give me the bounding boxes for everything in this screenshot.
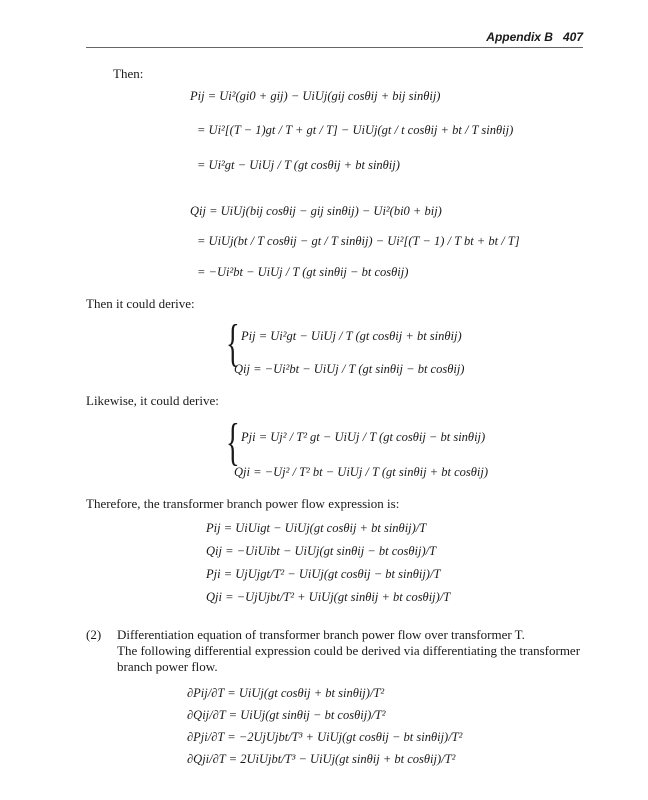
equation-q1: Qij = UiUj(bij cosθij − gij sinθij) − Ui²(bi0 + bij) — [190, 204, 442, 218]
equation-r3: ∂Pji/∂T = −2UjUjbt/T³ + UiUj(gt cosθij − bt sinθij)/T² — [187, 730, 463, 744]
paragraph-therefore: Therefore, the transformer branch power flow expression is: — [86, 496, 400, 511]
equation-r4: ∂Qji/∂T = 2UiUjbt/T³ − UiUj(gt sinθij + bt cosθij)/T² — [187, 752, 456, 766]
left-brace: { — [226, 414, 240, 471]
equation-r2: ∂Qij/∂T = UiUj(gt sinθij − bt cosθij)/T² — [187, 708, 386, 722]
equation-r1: ∂Pij/∂T = UiUj(gt cosθij + bt sinθij)/T² — [187, 686, 385, 700]
item-title: Differentiation equation of transformer branch power flow over transformer T. — [117, 627, 525, 642]
running-header — [86, 30, 583, 48]
page-number: 407 — [562, 30, 583, 44]
left-brace: { — [226, 315, 240, 372]
equation-p2: = Ui²[(T − 1)gt / T + gt / T] − UiUj(gt / t cosθij + bt / T sinθij) — [197, 123, 514, 137]
paragraph-derive-2: Likewise, it could derive: — [86, 393, 219, 408]
paragraph-derive-1: Then it could derive: — [86, 296, 195, 311]
equation-t3: Pji = UjUjgt/T² − UiUj(gt cosθij − bt sinθij)/T — [206, 567, 441, 581]
equation-derive-1a: Pij = Ui²gt − UiUj / T (gt cosθij + bt sinθij) — [241, 329, 462, 343]
item-body-line-1: The following differential expression could be derived via differentiating the transformer — [117, 643, 581, 658]
equation-p1: Pij = Ui²(gi0 + gij) − UiUj(gij cosθij + bij sinθij) — [190, 89, 441, 103]
equation-q2: = UiUj(bt / T cosθij − gt / T sinθij) − Ui²[(T − 1) / T bt + bt / T] — [197, 234, 520, 248]
header-section: Appendix B — [486, 30, 553, 44]
header-title — [486, 30, 583, 44]
equation-derive-1b: Qij = −Ui²bt − UiUj / T (gt sinθij − bt cosθij) — [234, 362, 465, 376]
equation-t2: Qij = −UiUibt − UiUj(gt sinθij − bt cosθij)/T — [206, 544, 437, 558]
equation-p3: = Ui²gt − UiUj / T (gt cosθij + bt sinθij) — [197, 158, 400, 172]
equation-q3: = −Ui²bt − UiUj / T (gt sinθij − bt cosθij) — [197, 265, 409, 279]
equation-derive-2a: Pji = Uj² / T² gt − UiUj / T (gt cosθij − bt sinθij) — [241, 430, 486, 444]
equation-derive-2b: Qji = −Uj² / T² bt − UiUj / T (gt sinθij + bt cosθij) — [234, 465, 488, 479]
equation-t4: Qji = −UjUjbt/T² + UiUj(gt sinθij + bt cosθij)/T — [206, 590, 451, 604]
item-number: (2) — [86, 627, 102, 642]
item-body-line-2: branch power flow. — [117, 659, 218, 674]
equation-t1: Pij = UiUigt − UiUj(gt cosθij + bt sinθij)/T — [206, 521, 427, 535]
paragraph-then: Then: — [113, 66, 144, 81]
